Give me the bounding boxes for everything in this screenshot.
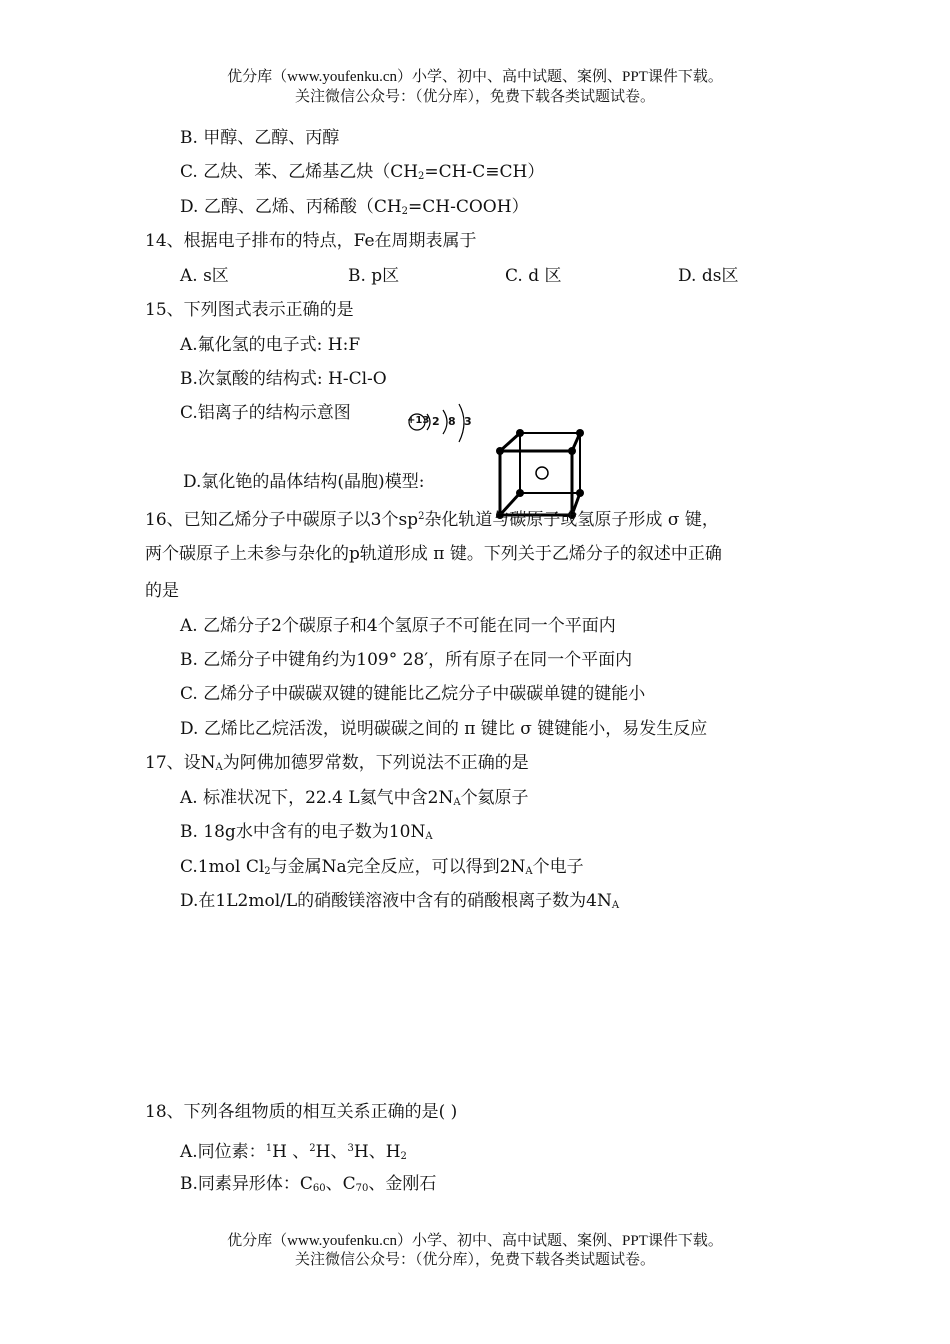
nucleus-charge: +13 [407, 415, 430, 426]
q14-option-c: C. d 区 [505, 266, 562, 286]
shell-3-count: 3 [464, 415, 472, 428]
page-footer-line2: 关注微信公众号：（优分库），免费下载各类试题试卷。 [294, 1252, 655, 1268]
q16-option-c: C. 乙烯分子中碳碳双键的键能比乙烷分子中碳碳单键的键能小 [180, 684, 646, 704]
page-header-line2: 关注微信公众号：（优分库），免费下载各类试题试卷。 [294, 89, 655, 105]
page-footer-line1: 优分库（www.youfenku.cn）小学、初中、高中试题、案例、PPT课件下载。 [227, 1233, 723, 1249]
q18-option-b: B.同素异形体：$C_{60}$、$C_{70}$、金刚石 [180, 1174, 437, 1194]
q15-stem: 15、下列图式表示正确的是 [145, 300, 354, 320]
q15-option-b: B.次氯酸的结构式: H-Cl-O [180, 369, 387, 389]
q15-option-c: C.铝离子的结构示意图 [180, 403, 351, 423]
q14-option-d: D. ds区 [678, 266, 739, 286]
q13-option-c: C. 乙炔、苯、乙烯基乙炔$(CH_2=CH-C\equiv CH)$ [180, 162, 545, 182]
q16-option-b: B. 乙烯分子中键角约为109° 28′，所有原子在同一个平面内 [180, 650, 633, 670]
page-header-line1: 优分库（www.youfenku.cn）小学、初中、高中试题、案例、PPT课件下载。 [227, 69, 723, 85]
q16-stem-line2: 两个碳原子上未参与杂化的p轨道形成 π 键。下列关于乙烯分子的叙述中正确 [145, 544, 722, 564]
q18-option-a: A.同位素：$^1$H 、$^2$H、$^3$H、$H_2$ [180, 1142, 407, 1162]
q15-option-a: A.氟化氢的电子式: H:F [180, 335, 361, 355]
q14-option-b: B. p区 [348, 266, 400, 286]
q16-stem-line3: 的是 [145, 581, 179, 601]
q17-option-b: B. 18g水中含有的电子数为$10N_A$ [180, 822, 433, 842]
q17-option-d: D.在1L2mol/L的硝酸镁溶液中含有的硝酸根离子数为$4N_A$ [180, 891, 620, 911]
q18-stem: 18、下列各组物质的相互关系正确的是( ) [145, 1102, 458, 1122]
q15-option-d: D.氯化铯的晶体结构(晶胞)模型: [183, 472, 425, 492]
q14-stem: 14、根据电子排布的特点，Fe在周期表属于 [145, 231, 477, 251]
q14-option-a: A. s区 [180, 266, 229, 286]
q16-stem-line1: 16、已知乙烯分子中碳原子以3个$sp^2$杂化轨道与碳原子或氢原子形成 σ 键， [145, 510, 719, 530]
q17-option-a: A. 标准状况下，22.4 L氦气中含$2N_A$个氦原子 [180, 788, 529, 808]
q17-stem: 17、设$N_A$为阿佛加德罗常数，下列说法不正确的是 [145, 753, 529, 773]
q13-option-b: B. 甲醇、乙醇、丙醇 [180, 128, 340, 148]
shell-1-count: 2 [432, 415, 440, 428]
shell-2-count: 8 [448, 415, 456, 428]
q13-option-d: D. 乙醇、乙烯、丙稀酸$(CH_2=CH-COOH)$ [180, 197, 529, 217]
q16-option-a: A. 乙烯分子2个碳原子和4个氢原子不可能在同一个平面内 [180, 616, 616, 636]
q17-option-c: C.1mol $Cl_2$与金属Na完全反应，可以得到$2N_A$个电子 [180, 857, 584, 877]
aluminum-ion-structure-diagram [405, 402, 480, 446]
q16-option-d: D. 乙烯比乙烷活泼，说明碳碳之间的 π 键比 σ 键键能小，易发生反应 [180, 719, 708, 739]
